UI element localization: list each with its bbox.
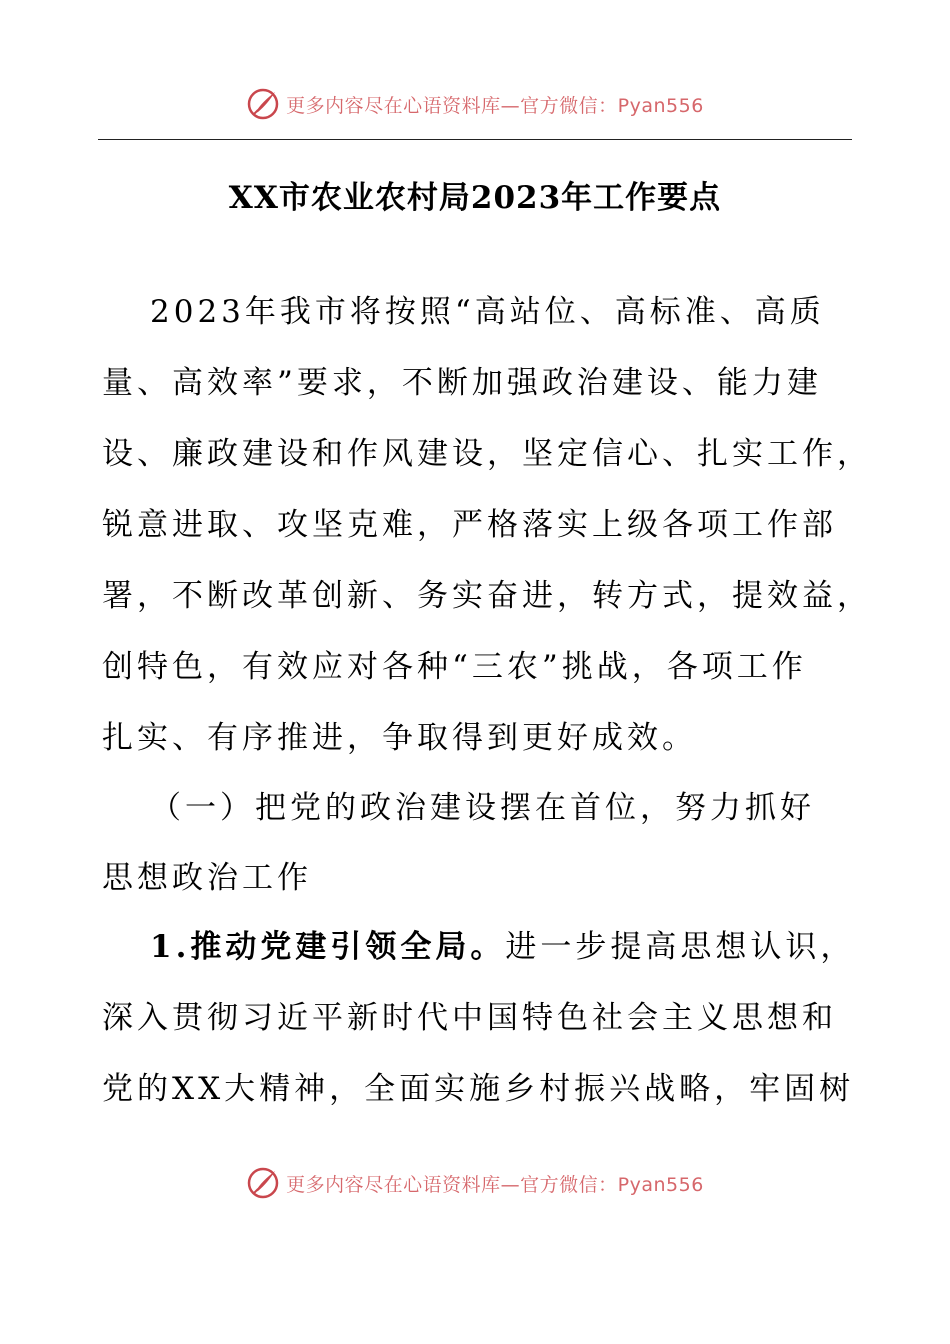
item-line-rest: 进一步提高思想认识，	[505, 929, 856, 965]
item-bold-lead: 1.推动党建引领全局。	[150, 929, 506, 965]
paragraph-line: 署，不断改革创新、务实奋进，转方式，提效益，	[102, 578, 872, 614]
pen-quill-icon	[246, 87, 280, 121]
document-title: XX市农业农村局2023年工作要点	[228, 180, 722, 216]
paragraph-line: 扎实、有序推进，争取得到更好成效。	[102, 720, 697, 756]
section-heading-line: （一）把党的政治建设摆在首位，努力抓好	[150, 790, 815, 826]
watermark-text: 更多内容尽在心语资料库—官方微信：Pyan556	[286, 1173, 704, 1196]
watermark-text: 更多内容尽在心语资料库—官方微信：Pyan556	[286, 94, 704, 117]
paragraph-line: 党的XX大精神，全面实施乡村振兴战略，牢固树	[102, 1071, 855, 1107]
pen-quill-icon	[246, 1166, 280, 1200]
paragraph-line: 锐意进取、攻坚克难，严格落实上级各项工作部	[102, 507, 837, 543]
paragraph-line: 深入贯彻习近平新时代中国特色社会主义思想和	[102, 1000, 837, 1036]
paragraph-line: 量、高效率”要求，不断加强政治建设、能力建	[102, 365, 822, 401]
paragraph-line: 设、廉政建设和作风建设，坚定信心、扎实工作，	[102, 436, 872, 472]
header-divider	[98, 139, 852, 140]
paragraph-line: 2023年我市将按照“高站位、高标准、高质	[150, 294, 825, 330]
footer-watermark	[0, 1163, 950, 1203]
section-heading-line: 思想政治工作	[102, 860, 312, 896]
header-watermark	[0, 84, 950, 124]
paragraph-line: 创特色，有效应对各种“三农”挑战，各项工作	[102, 649, 807, 685]
item-first-line	[150, 927, 910, 967]
